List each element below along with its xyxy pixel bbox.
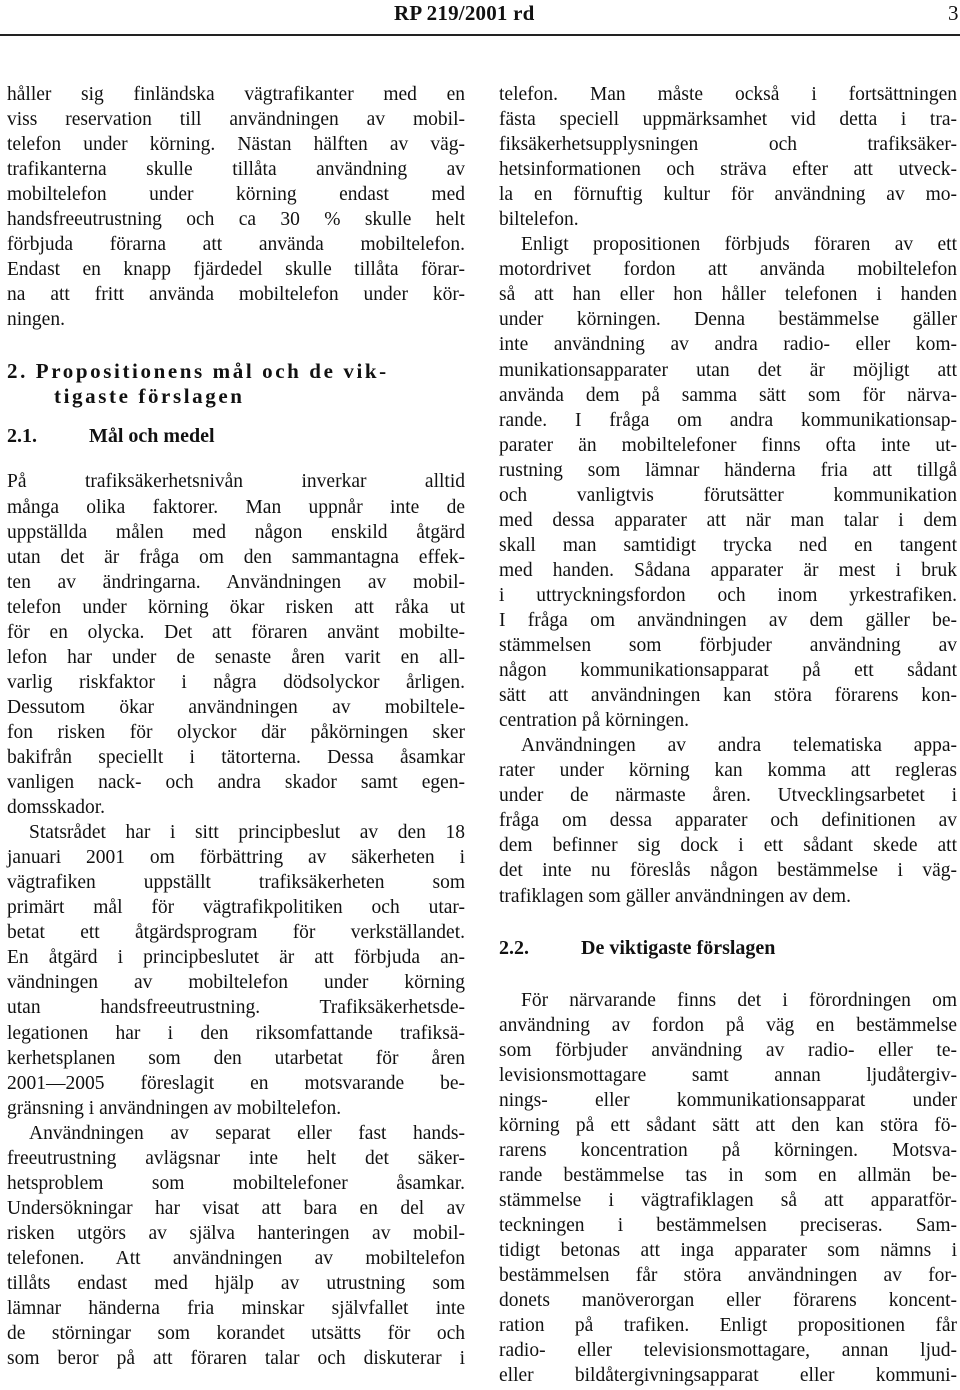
text-line: na att fritt använda mobiltelefon under kör- xyxy=(7,284,465,306)
text-line: risken utgörs av själva hanteringen av mobil- xyxy=(7,1222,465,1244)
text-line: handsfreeutrustning och ca 30 % skulle helt xyxy=(7,209,465,231)
text-line: utan det är fråga om den sammantagna effek- xyxy=(7,546,465,568)
text-line: rande. I fråga om andra kommunikationsap- xyxy=(499,409,957,431)
text-line: rande bestämmelse tas in som en allmän be- xyxy=(499,1164,957,1186)
text-line: teckningen i bestämmelsen preciseras. Sam- xyxy=(499,1214,957,1236)
text-line: betat ett åtgärdsprogram för verkställandet. xyxy=(7,922,465,944)
text-line: nings- eller kommunikationsapparat under xyxy=(499,1089,957,1111)
text-line: la en förnuftig kultur för användning av mo- xyxy=(499,184,957,206)
text-line: någon kommunikationsapparat på ett sådant xyxy=(499,660,957,682)
text-line: det inte nu föreslås någon bestämmelse i väg- xyxy=(499,860,957,882)
text-line: viss reservation till användningen av mobil- xyxy=(7,109,465,131)
text-line: telefon. Man måste också i fortsättningen xyxy=(499,84,957,105)
text-line: med dessa apparater att när man talar i dem xyxy=(499,509,957,531)
text-line: och vanligtvis förutsätter kommunikation xyxy=(499,484,957,506)
text-line: Enligt propositionen förbjuds föraren av ett xyxy=(521,234,957,256)
text-line: uppställda målen med någon enskild åtgärd xyxy=(7,521,465,543)
text-line: För närvarande finns det i förordningen om xyxy=(521,989,957,1011)
subheading-number: 2.2. xyxy=(499,936,529,959)
section-heading xyxy=(7,359,465,409)
text-line: rustning som lämnar händerna fria att tillgå xyxy=(499,459,957,481)
text-line: lämnar händerna fria minskar självfallet inte xyxy=(7,1298,465,1320)
header-rule xyxy=(0,34,960,36)
text-line: så att han eller hon håller telefonen i handen xyxy=(499,284,957,306)
text-line: i uttryckningsfordon och inom yrkestrafiken. xyxy=(499,584,957,606)
text-line: för en olycka. Det att föraren använt mobilte- xyxy=(7,621,465,643)
text-line: dem befinner sig dock i ett sådant skede att xyxy=(499,835,957,857)
text-line: eller bildåtergivningsapparat eller kommuni- xyxy=(499,1365,957,1387)
text-line: tillåts endast med hjälp av utrustning som xyxy=(7,1272,465,1294)
text-line: radio- eller televisionsmottagare, annan ljud- xyxy=(499,1340,957,1362)
text-line: trafikanterna skulle tillåta användning av xyxy=(7,159,465,181)
text-line: håller sig finländska vägtrafikanter med en xyxy=(7,84,465,105)
page-header xyxy=(0,0,960,40)
text-line: tidigt betonas att inga apparater som nämns i xyxy=(499,1240,957,1262)
text-line: Undersökningar har visat att bara en del av xyxy=(7,1197,465,1219)
paragraph xyxy=(499,733,957,908)
paragraph xyxy=(7,820,465,1121)
text-line: munikationsapparater utan det är möjligt att xyxy=(499,359,957,381)
left-column xyxy=(7,82,465,1371)
text-line: många olika faktorer. Man uppnår inte de xyxy=(7,496,465,518)
section-heading-line: tigaste förslagen xyxy=(54,384,245,409)
text-line: ration på trafiken. Enligt propositionen får xyxy=(499,1315,957,1337)
text-line: fråga om dessa apparater och definitionen av xyxy=(499,810,957,832)
text-line: På trafiksäkerhetsnivån inverkar alltid xyxy=(7,471,465,493)
text-line: bakifrån speciellt i tätorterna. Dessa åsamkar xyxy=(7,746,465,768)
text-line: fon risken för olyckor där påkörningen sker xyxy=(7,721,465,743)
text-line: inte användning av andra radio- eller kom- xyxy=(499,334,957,356)
text-line: lefon har under de senaste åren varit en all- xyxy=(7,646,465,668)
page-number: 3 xyxy=(948,1,959,25)
text-line: hetsproblem som mobiltelefoner åsamkar. xyxy=(7,1172,465,1194)
text-line: användning av fordon på väg en bestämmelse xyxy=(499,1014,957,1036)
subheading-number: 2.1. xyxy=(7,425,37,448)
text-line: skall man samtidigt trycka ned en tangent xyxy=(499,534,957,556)
text-line: fiksäkerhetsupplysningen och trafiksäker- xyxy=(499,134,957,156)
text-line: mobiltelefon under körning endast med xyxy=(7,184,465,206)
text-line: telefon under körning. Nästan hälften av väg- xyxy=(7,134,465,156)
subheading xyxy=(499,936,957,961)
text-line: Användningen av andra telematiska appa- xyxy=(521,735,957,757)
text-line: 2001—2005 föreslagit en motsvarande be- xyxy=(7,1072,465,1094)
text-line: under de närmaste åren. Utvecklingsarbetet i xyxy=(499,785,957,807)
text-line: telefonen. Att användningen av mobiltelefon xyxy=(7,1247,465,1269)
text-line: under körningen. Denna bestämmelse gäller xyxy=(499,309,957,331)
text-line: som beror på att föraren talar och diskuterar i xyxy=(7,1348,465,1370)
text-line: varlig riskfaktor i några dödsolyckor årligen. xyxy=(7,671,465,693)
text-line: fästa speciell uppmärksamhet vid detta i tra- xyxy=(499,109,957,131)
paragraph xyxy=(7,469,465,820)
text-line: vändningen av mobiltelefon under körning xyxy=(7,972,465,994)
document-title: RP 219/2001 rd xyxy=(394,1,535,25)
text-line: domsskador. xyxy=(7,797,106,819)
text-line: vanligen nack- och andra skador samt egen- xyxy=(7,772,465,794)
text-line: centration på körningen. xyxy=(499,710,690,732)
paragraph xyxy=(499,82,957,232)
text-line: stämmelsen som förbjuder användning av xyxy=(499,635,957,657)
text-line: hetsinformationen och sträva efter att utveck- xyxy=(499,159,957,181)
text-line: använda dem på samma sätt som för närva- xyxy=(499,384,957,406)
right-column xyxy=(499,82,957,1388)
text-line: med handen. Sådana apparater är mest i bruk xyxy=(499,559,957,581)
text-line: bestämmelsen får störa användningen av for- xyxy=(499,1265,957,1287)
section-heading-line: 2. Propositionens mål och de vik- xyxy=(7,359,389,384)
paragraph xyxy=(7,1121,465,1371)
text-line: En åtgärd i principbeslutet är att förbjuda an- xyxy=(7,947,465,969)
text-line: stämmelse i vägtrafiklagen så att apparatför- xyxy=(499,1189,957,1211)
text-line: körning på ett sådant sätt att den kan störa fö- xyxy=(499,1114,957,1136)
text-line: I fråga om användningen av dem gäller be- xyxy=(499,609,957,631)
text-line: ten av ändringarna. Användningen av mobil- xyxy=(7,571,465,593)
text-line: kerhetsplanen som den utarbetat för åren xyxy=(7,1047,465,1069)
paragraph xyxy=(499,988,957,1389)
text-line: rater under körning kan komma att regleras xyxy=(499,760,957,782)
text-line: freeutrustning avlägsnar inte helt det säker- xyxy=(7,1147,465,1169)
text-line: sätt att användningen kan störa förarens kon- xyxy=(499,685,957,707)
paragraph xyxy=(7,82,465,332)
text-line: donets manöverorgan eller förarens koncent- xyxy=(499,1290,957,1312)
text-line: rarens koncentration på körningen. Motsva- xyxy=(499,1139,957,1161)
subheading-title: Mål och medel xyxy=(89,425,215,448)
subheading-title: De viktigaste förslagen xyxy=(581,936,776,959)
text-line: motordrivet fordon att använda mobiltelefon xyxy=(499,259,957,281)
subheading xyxy=(7,424,465,449)
text-line: Dessutom ökar användningen av mobiltele- xyxy=(7,696,465,718)
text-line: gränsning i användningen av mobiltelefon. xyxy=(7,1097,342,1119)
text-line: ningen. xyxy=(7,309,65,331)
text-line: levisionsmottagare samt annan ljudåtergiv- xyxy=(499,1064,957,1086)
text-line: Användningen av separat eller fast hands- xyxy=(29,1122,465,1144)
text-line: vägtrafiken uppställt trafiksäkerheten som xyxy=(7,872,465,894)
text-line: telefon under körning ökar risken att råka ut xyxy=(7,596,465,618)
text-line: januari 2001 om förbättring av säkerheten i xyxy=(7,847,465,869)
text-line: Endast en knapp fjärdedel skulle tillåta förar- xyxy=(7,259,465,281)
text-line: biltelefon. xyxy=(499,209,579,231)
text-line: Statsrådet har i sitt principbeslut av den 18 xyxy=(29,822,465,844)
paragraph xyxy=(499,232,957,733)
text-line: primärt mål för vägtrafikpolitiken och utar- xyxy=(7,897,465,919)
text-line: de störningar som korandet utsätts för och xyxy=(7,1323,465,1345)
text-line: utan handsfreeutrustning. Trafiksäkerhetsde- xyxy=(7,997,465,1019)
text-line: förbjuda förarna att använda mobiltelefon. xyxy=(7,234,465,256)
text-line: parater än mobiltelefoner finns ofta inte ut- xyxy=(499,434,957,456)
text-line: legationen har i den riksomfattande trafiksä- xyxy=(7,1022,465,1044)
text-line: som förbjuder användning av radio- eller te- xyxy=(499,1039,957,1061)
text-line: trafiklagen som gäller användningen av dem. xyxy=(499,885,851,907)
